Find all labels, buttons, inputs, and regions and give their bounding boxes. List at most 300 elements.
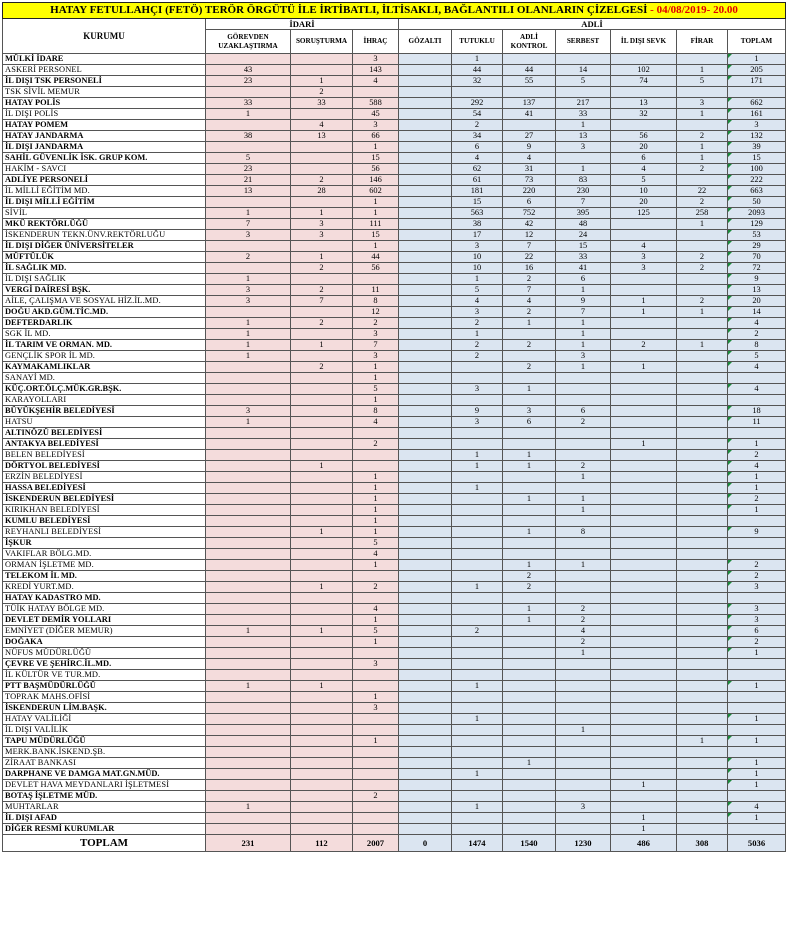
- cell-sorusturma[interactable]: 4: [291, 120, 353, 131]
- cell-gorevden[interactable]: [206, 54, 291, 65]
- cell-gozalti[interactable]: [399, 395, 452, 406]
- cell-ihrac[interactable]: 3: [353, 351, 399, 362]
- cell-firar[interactable]: 22: [677, 186, 728, 197]
- total-row[interactable]: [3, 835, 786, 852]
- cell-tutuklu[interactable]: [452, 494, 503, 505]
- row-label[interactable]: TELEKOM İL MD.: [3, 571, 206, 582]
- cell-serbest[interactable]: 230: [556, 186, 611, 197]
- cell-ihrac[interactable]: 2: [353, 582, 399, 593]
- cell-tutuklu[interactable]: [452, 637, 503, 648]
- cell-gozalti[interactable]: [399, 219, 452, 230]
- cell-il-disi-sevk[interactable]: [611, 758, 677, 769]
- cell-sorusturma[interactable]: [291, 813, 353, 824]
- cell-toplam[interactable]: 1: [728, 813, 786, 824]
- cell-gorevden[interactable]: [206, 604, 291, 615]
- row-label[interactable]: NÜFUS MÜDÜRLÜĞÜ: [3, 648, 206, 659]
- cell-il-disi-sevk[interactable]: [611, 483, 677, 494]
- cell-tutuklu[interactable]: [452, 439, 503, 450]
- cell-gorevden[interactable]: 1: [206, 274, 291, 285]
- cell-ihrac[interactable]: 1: [353, 615, 399, 626]
- cell-gozalti[interactable]: [399, 439, 452, 450]
- cell-ihrac[interactable]: 1: [353, 208, 399, 219]
- cell-adli-kontrol[interactable]: 3: [503, 406, 556, 417]
- cell-ihrac[interactable]: 1: [353, 373, 399, 384]
- cell-serbest[interactable]: 13: [556, 131, 611, 142]
- cell-sorusturma[interactable]: [291, 736, 353, 747]
- cell-toplam[interactable]: 1: [728, 439, 786, 450]
- cell-ihrac[interactable]: 11: [353, 285, 399, 296]
- cell-serbest[interactable]: [556, 791, 611, 802]
- cell-gozalti[interactable]: [399, 329, 452, 340]
- cell-serbest[interactable]: 24: [556, 230, 611, 241]
- table-row[interactable]: [3, 252, 786, 263]
- cell-sorusturma[interactable]: [291, 439, 353, 450]
- cell-gorevden[interactable]: [206, 703, 291, 714]
- row-label[interactable]: HATAY POLİS: [3, 98, 206, 109]
- cell-serbest[interactable]: 1: [556, 329, 611, 340]
- cell-firar[interactable]: [677, 571, 728, 582]
- cell-toplam[interactable]: [728, 703, 786, 714]
- cell-gorevden[interactable]: 1: [206, 109, 291, 120]
- table-row[interactable]: [3, 593, 786, 604]
- cell-gorevden[interactable]: [206, 615, 291, 626]
- cell-gozalti[interactable]: [399, 780, 452, 791]
- cell-adli-kontrol[interactable]: 1: [503, 527, 556, 538]
- cell-tutuklu[interactable]: [452, 362, 503, 373]
- table-row[interactable]: [3, 615, 786, 626]
- cell-ihrac[interactable]: 3: [353, 329, 399, 340]
- cell-gorevden[interactable]: [206, 450, 291, 461]
- cell-firar[interactable]: [677, 615, 728, 626]
- table-row[interactable]: [3, 648, 786, 659]
- row-label[interactable]: MKÜ REKTÖRLÜĞÜ: [3, 219, 206, 230]
- cell-gozalti[interactable]: [399, 736, 452, 747]
- cell-serbest[interactable]: 4: [556, 626, 611, 637]
- cell-il-disi-sevk[interactable]: 10: [611, 186, 677, 197]
- cell-gozalti[interactable]: [399, 252, 452, 263]
- table-row[interactable]: [3, 637, 786, 648]
- cell-ihrac[interactable]: 4: [353, 604, 399, 615]
- cell-serbest[interactable]: 1: [556, 505, 611, 516]
- cell-toplam[interactable]: 2: [728, 571, 786, 582]
- cell-gozalti[interactable]: [399, 340, 452, 351]
- cell-ihrac[interactable]: [353, 780, 399, 791]
- cell-tutuklu[interactable]: [452, 747, 503, 758]
- cell-firar[interactable]: [677, 230, 728, 241]
- cell-tutuklu[interactable]: 61: [452, 175, 503, 186]
- cell-firar[interactable]: [677, 780, 728, 791]
- row-label[interactable]: DEVLET HAVA MEYDANLARI İŞLETMESİ: [3, 780, 206, 791]
- cell-sorusturma[interactable]: [291, 109, 353, 120]
- cell-gozalti[interactable]: [399, 648, 452, 659]
- cell-toplam[interactable]: 9: [728, 527, 786, 538]
- cell-ihrac[interactable]: [353, 769, 399, 780]
- cell-gorevden[interactable]: 23: [206, 76, 291, 87]
- row-label[interactable]: HASSA BELEDİYESİ: [3, 483, 206, 494]
- cell-adli-kontrol[interactable]: [503, 483, 556, 494]
- cell-il-disi-sevk[interactable]: [611, 219, 677, 230]
- cell-serbest[interactable]: 2: [556, 461, 611, 472]
- cell-tutuklu[interactable]: 1: [452, 714, 503, 725]
- cell-ihrac[interactable]: [353, 571, 399, 582]
- cell-gozalti[interactable]: [399, 285, 452, 296]
- cell-adli-kontrol[interactable]: 1: [503, 461, 556, 472]
- cell-il-disi-sevk[interactable]: [611, 373, 677, 384]
- row-label[interactable]: ASKERİ PERSONEL: [3, 65, 206, 76]
- cell-gorevden[interactable]: [206, 692, 291, 703]
- cell-toplam[interactable]: 4: [728, 318, 786, 329]
- cell-il-disi-sevk[interactable]: [611, 560, 677, 571]
- cell-gorevden[interactable]: [206, 384, 291, 395]
- cell-adli-kontrol[interactable]: 41: [503, 109, 556, 120]
- cell-gorevden[interactable]: 1: [206, 208, 291, 219]
- cell-gorevden[interactable]: [206, 472, 291, 483]
- cell-il-disi-sevk[interactable]: [611, 703, 677, 714]
- cell-tutuklu[interactable]: 1: [452, 681, 503, 692]
- table-row[interactable]: [3, 659, 786, 670]
- cell-ihrac[interactable]: 146: [353, 175, 399, 186]
- cell-gozalti[interactable]: [399, 637, 452, 648]
- cell-il-disi-sevk[interactable]: 1: [611, 362, 677, 373]
- cell-serbest[interactable]: [556, 736, 611, 747]
- row-label[interactable]: İL TARIM VE ORMAN. MD.: [3, 340, 206, 351]
- row-label[interactable]: İSKENDERUN BELEDİYESİ: [3, 494, 206, 505]
- cell-sorusturma[interactable]: [291, 395, 353, 406]
- cell-toplam[interactable]: 1: [728, 769, 786, 780]
- table-row[interactable]: [3, 87, 786, 98]
- cell-firar[interactable]: [677, 560, 728, 571]
- cell-adli-kontrol[interactable]: [503, 802, 556, 813]
- cell-firar[interactable]: 2: [677, 131, 728, 142]
- cell-sorusturma[interactable]: [291, 571, 353, 582]
- cell-toplam[interactable]: [728, 549, 786, 560]
- cell-toplam[interactable]: 3: [728, 582, 786, 593]
- cell-firar[interactable]: [677, 417, 728, 428]
- cell-il-disi-sevk[interactable]: 1: [611, 307, 677, 318]
- cell-ihrac[interactable]: 1: [353, 197, 399, 208]
- cell-toplam[interactable]: 5: [728, 351, 786, 362]
- cell-ihrac[interactable]: [353, 714, 399, 725]
- cell-firar[interactable]: [677, 670, 728, 681]
- cell-serbest[interactable]: [556, 549, 611, 560]
- cell-ihrac[interactable]: [353, 87, 399, 98]
- cell-serbest[interactable]: [556, 714, 611, 725]
- total-cell-il-disi-sevk[interactable]: 486: [611, 835, 677, 852]
- cell-gorevden[interactable]: [206, 560, 291, 571]
- table-row[interactable]: [3, 516, 786, 527]
- cell-il-disi-sevk[interactable]: [611, 461, 677, 472]
- table-row[interactable]: [3, 373, 786, 384]
- cell-sorusturma[interactable]: 1: [291, 626, 353, 637]
- cell-sorusturma[interactable]: [291, 274, 353, 285]
- cell-gorevden[interactable]: 5: [206, 153, 291, 164]
- cell-il-disi-sevk[interactable]: [611, 505, 677, 516]
- cell-adli-kontrol[interactable]: 2: [503, 362, 556, 373]
- cell-ihrac[interactable]: 1: [353, 483, 399, 494]
- row-label[interactable]: İL DIŞI DİĞER ÜNİVERSİTELER: [3, 241, 206, 252]
- cell-ihrac[interactable]: 8: [353, 406, 399, 417]
- cell-gorevden[interactable]: 1: [206, 417, 291, 428]
- cell-serbest[interactable]: [556, 681, 611, 692]
- cell-toplam[interactable]: 4: [728, 384, 786, 395]
- cell-ihrac[interactable]: 1: [353, 505, 399, 516]
- cell-toplam[interactable]: 1: [728, 758, 786, 769]
- cell-sorusturma[interactable]: 1: [291, 252, 353, 263]
- cell-serbest[interactable]: 1: [556, 285, 611, 296]
- cell-adli-kontrol[interactable]: [503, 54, 556, 65]
- row-label[interactable]: DOĞU AKD.GÜM.TİC.MD.: [3, 307, 206, 318]
- cell-firar[interactable]: [677, 395, 728, 406]
- cell-gozalti[interactable]: [399, 472, 452, 483]
- cell-gorevden[interactable]: 1: [206, 626, 291, 637]
- cell-gozalti[interactable]: [399, 373, 452, 384]
- cell-adli-kontrol[interactable]: [503, 780, 556, 791]
- table-row[interactable]: [3, 208, 786, 219]
- cell-ihrac[interactable]: 1: [353, 560, 399, 571]
- table-row[interactable]: [3, 241, 786, 252]
- table-row[interactable]: [3, 494, 786, 505]
- table-row[interactable]: [3, 439, 786, 450]
- cell-toplam[interactable]: 13: [728, 285, 786, 296]
- cell-gozalti[interactable]: [399, 175, 452, 186]
- cell-il-disi-sevk[interactable]: [611, 527, 677, 538]
- cell-gorevden[interactable]: 1: [206, 351, 291, 362]
- cell-toplam[interactable]: 4: [728, 461, 786, 472]
- cell-tutuklu[interactable]: [452, 428, 503, 439]
- cell-adli-kontrol[interactable]: [503, 637, 556, 648]
- cell-gorevden[interactable]: [206, 428, 291, 439]
- cell-sorusturma[interactable]: [291, 153, 353, 164]
- total-cell-sorusturma[interactable]: 112: [291, 835, 353, 852]
- cell-firar[interactable]: 1: [677, 153, 728, 164]
- cell-ihrac[interactable]: 44: [353, 252, 399, 263]
- total-cell-serbest[interactable]: 1230: [556, 835, 611, 852]
- cell-adli-kontrol[interactable]: [503, 813, 556, 824]
- cell-gorevden[interactable]: [206, 395, 291, 406]
- cell-gozalti[interactable]: [399, 560, 452, 571]
- cell-serbest[interactable]: [556, 593, 611, 604]
- cell-gorevden[interactable]: [206, 714, 291, 725]
- cell-tutuklu[interactable]: 1: [452, 54, 503, 65]
- cell-serbest[interactable]: [556, 824, 611, 835]
- row-label[interactable]: İL DIŞI JANDARMA: [3, 142, 206, 153]
- cell-sorusturma[interactable]: [291, 615, 353, 626]
- table-row[interactable]: [3, 351, 786, 362]
- cell-adli-kontrol[interactable]: 1: [503, 450, 556, 461]
- total-cell-firar[interactable]: 308: [677, 835, 728, 852]
- cell-sorusturma[interactable]: [291, 483, 353, 494]
- cell-gozalti[interactable]: [399, 824, 452, 835]
- cell-sorusturma[interactable]: 1: [291, 681, 353, 692]
- table-row[interactable]: [3, 703, 786, 714]
- cell-serbest[interactable]: [556, 670, 611, 681]
- row-label[interactable]: SİVİL: [3, 208, 206, 219]
- cell-sorusturma[interactable]: [291, 516, 353, 527]
- cell-tutuklu[interactable]: 3: [452, 307, 503, 318]
- cell-toplam[interactable]: 70: [728, 252, 786, 263]
- cell-tutuklu[interactable]: [452, 824, 503, 835]
- cell-gorevden[interactable]: 43: [206, 65, 291, 76]
- row-label[interactable]: VERGİ DAİRESİ BŞK.: [3, 285, 206, 296]
- cell-ihrac[interactable]: 1: [353, 527, 399, 538]
- cell-firar[interactable]: [677, 769, 728, 780]
- cell-toplam[interactable]: 18: [728, 406, 786, 417]
- cell-toplam[interactable]: 2: [728, 450, 786, 461]
- cell-serbest[interactable]: 1: [556, 494, 611, 505]
- cell-ihrac[interactable]: [353, 461, 399, 472]
- cell-adli-kontrol[interactable]: 4: [503, 296, 556, 307]
- cell-serbest[interactable]: 33: [556, 109, 611, 120]
- cell-adli-kontrol[interactable]: [503, 439, 556, 450]
- row-label[interactable]: TOPRAK MAHS.OFİSİ: [3, 692, 206, 703]
- cell-sorusturma[interactable]: 13: [291, 131, 353, 142]
- cell-ihrac[interactable]: 15: [353, 153, 399, 164]
- cell-ihrac[interactable]: 12: [353, 307, 399, 318]
- table-row[interactable]: [3, 197, 786, 208]
- cell-ihrac[interactable]: [353, 593, 399, 604]
- cell-il-disi-sevk[interactable]: [611, 120, 677, 131]
- cell-ihrac[interactable]: 8: [353, 296, 399, 307]
- table-row[interactable]: [3, 76, 786, 87]
- cell-serbest[interactable]: [556, 703, 611, 714]
- cell-serbest[interactable]: 6: [556, 274, 611, 285]
- cell-serbest[interactable]: 1: [556, 340, 611, 351]
- row-label[interactable]: İL DIŞI POLİS: [3, 109, 206, 120]
- cell-firar[interactable]: [677, 439, 728, 450]
- cell-il-disi-sevk[interactable]: [611, 230, 677, 241]
- cell-firar[interactable]: [677, 120, 728, 131]
- cell-adli-kontrol[interactable]: 6: [503, 197, 556, 208]
- table-row[interactable]: [3, 824, 786, 835]
- cell-sorusturma[interactable]: [291, 164, 353, 175]
- table-row[interactable]: [3, 483, 786, 494]
- cell-ihrac[interactable]: 1: [353, 472, 399, 483]
- cell-gozalti[interactable]: [399, 593, 452, 604]
- cell-tutuklu[interactable]: 5: [452, 285, 503, 296]
- cell-il-disi-sevk[interactable]: 4: [611, 164, 677, 175]
- cell-sorusturma[interactable]: [291, 769, 353, 780]
- table-row[interactable]: [3, 461, 786, 472]
- cell-sorusturma[interactable]: [291, 758, 353, 769]
- cell-serbest[interactable]: [556, 659, 611, 670]
- cell-sorusturma[interactable]: [291, 648, 353, 659]
- cell-adli-kontrol[interactable]: 752: [503, 208, 556, 219]
- cell-tutuklu[interactable]: [452, 516, 503, 527]
- cell-sorusturma[interactable]: [291, 725, 353, 736]
- total-cell-toplam[interactable]: 5036: [728, 835, 786, 852]
- table-row[interactable]: [3, 54, 786, 65]
- cell-adli-kontrol[interactable]: 1: [503, 318, 556, 329]
- cell-il-disi-sevk[interactable]: [611, 637, 677, 648]
- table-row[interactable]: [3, 274, 786, 285]
- row-label[interactable]: İŞKUR: [3, 538, 206, 549]
- cell-il-disi-sevk[interactable]: [611, 285, 677, 296]
- cell-toplam[interactable]: [728, 824, 786, 835]
- cell-il-disi-sevk[interactable]: [611, 318, 677, 329]
- row-label[interactable]: KREDİ YURT.MD.: [3, 582, 206, 593]
- cell-sorusturma[interactable]: [291, 307, 353, 318]
- cell-tutuklu[interactable]: 1: [452, 483, 503, 494]
- cell-ihrac[interactable]: 5: [353, 538, 399, 549]
- table-row[interactable]: [3, 175, 786, 186]
- cell-gorevden[interactable]: [206, 571, 291, 582]
- cell-adli-kontrol[interactable]: [503, 516, 556, 527]
- cell-gozalti[interactable]: [399, 615, 452, 626]
- cell-firar[interactable]: 1: [677, 65, 728, 76]
- cell-gorevden[interactable]: [206, 263, 291, 274]
- cell-ihrac[interactable]: 1: [353, 494, 399, 505]
- cell-firar[interactable]: [677, 813, 728, 824]
- table-row[interactable]: [3, 571, 786, 582]
- cell-il-disi-sevk[interactable]: [611, 417, 677, 428]
- cell-ihrac[interactable]: 1: [353, 142, 399, 153]
- cell-toplam[interactable]: 8: [728, 340, 786, 351]
- row-label[interactable]: BELEN BELEDİYESİ: [3, 450, 206, 461]
- cell-serbest[interactable]: [556, 571, 611, 582]
- cell-ihrac[interactable]: 4: [353, 549, 399, 560]
- table-row[interactable]: [3, 472, 786, 483]
- row-label[interactable]: İL DIŞI AFAD: [3, 813, 206, 824]
- cell-toplam[interactable]: 662: [728, 98, 786, 109]
- cell-firar[interactable]: [677, 406, 728, 417]
- cell-firar[interactable]: [677, 703, 728, 714]
- cell-gozalti[interactable]: [399, 153, 452, 164]
- cell-gozalti[interactable]: [399, 659, 452, 670]
- row-label[interactable]: VAKIFLAR BÖLG.MD.: [3, 549, 206, 560]
- cell-serbest[interactable]: [556, 780, 611, 791]
- cell-ihrac[interactable]: 5: [353, 626, 399, 637]
- cell-firar[interactable]: [677, 384, 728, 395]
- cell-tutuklu[interactable]: 32: [452, 76, 503, 87]
- table-row[interactable]: [3, 131, 786, 142]
- row-label[interactable]: KAYMAKAMLIKLAR: [3, 362, 206, 373]
- cell-gozalti[interactable]: [399, 362, 452, 373]
- cell-toplam[interactable]: 2: [728, 494, 786, 505]
- cell-adli-kontrol[interactable]: 1: [503, 384, 556, 395]
- cell-il-disi-sevk[interactable]: 1: [611, 296, 677, 307]
- table-row[interactable]: [3, 549, 786, 560]
- row-label[interactable]: TAPU MÜDÜRLÜĞÜ: [3, 736, 206, 747]
- cell-il-disi-sevk[interactable]: 6: [611, 153, 677, 164]
- total-cell-gorevden[interactable]: 231: [206, 835, 291, 852]
- cell-gorevden[interactable]: 23: [206, 164, 291, 175]
- cell-sorusturma[interactable]: [291, 329, 353, 340]
- cell-il-disi-sevk[interactable]: [611, 384, 677, 395]
- cell-firar[interactable]: [677, 483, 728, 494]
- cell-firar[interactable]: [677, 362, 728, 373]
- cell-sorusturma[interactable]: 28: [291, 186, 353, 197]
- cell-gorevden[interactable]: [206, 307, 291, 318]
- cell-gozalti[interactable]: [399, 428, 452, 439]
- cell-gozalti[interactable]: [399, 681, 452, 692]
- cell-tutuklu[interactable]: [452, 615, 503, 626]
- cell-il-disi-sevk[interactable]: 102: [611, 65, 677, 76]
- cell-sorusturma[interactable]: [291, 747, 353, 758]
- cell-sorusturma[interactable]: [291, 384, 353, 395]
- cell-ihrac[interactable]: 2: [353, 791, 399, 802]
- cell-gorevden[interactable]: 1: [206, 802, 291, 813]
- cell-tutuklu[interactable]: 3: [452, 384, 503, 395]
- cell-ihrac[interactable]: 3: [353, 703, 399, 714]
- cell-ihrac[interactable]: 56: [353, 263, 399, 274]
- row-label[interactable]: İL SAĞLIK MD.: [3, 263, 206, 274]
- cell-gorevden[interactable]: 2: [206, 252, 291, 263]
- cell-toplam[interactable]: 2: [728, 560, 786, 571]
- cell-toplam[interactable]: 3: [728, 615, 786, 626]
- cell-serbest[interactable]: [556, 153, 611, 164]
- row-label[interactable]: EMNİYET (DİĞER MEMUR): [3, 626, 206, 637]
- cell-serbest[interactable]: 1: [556, 472, 611, 483]
